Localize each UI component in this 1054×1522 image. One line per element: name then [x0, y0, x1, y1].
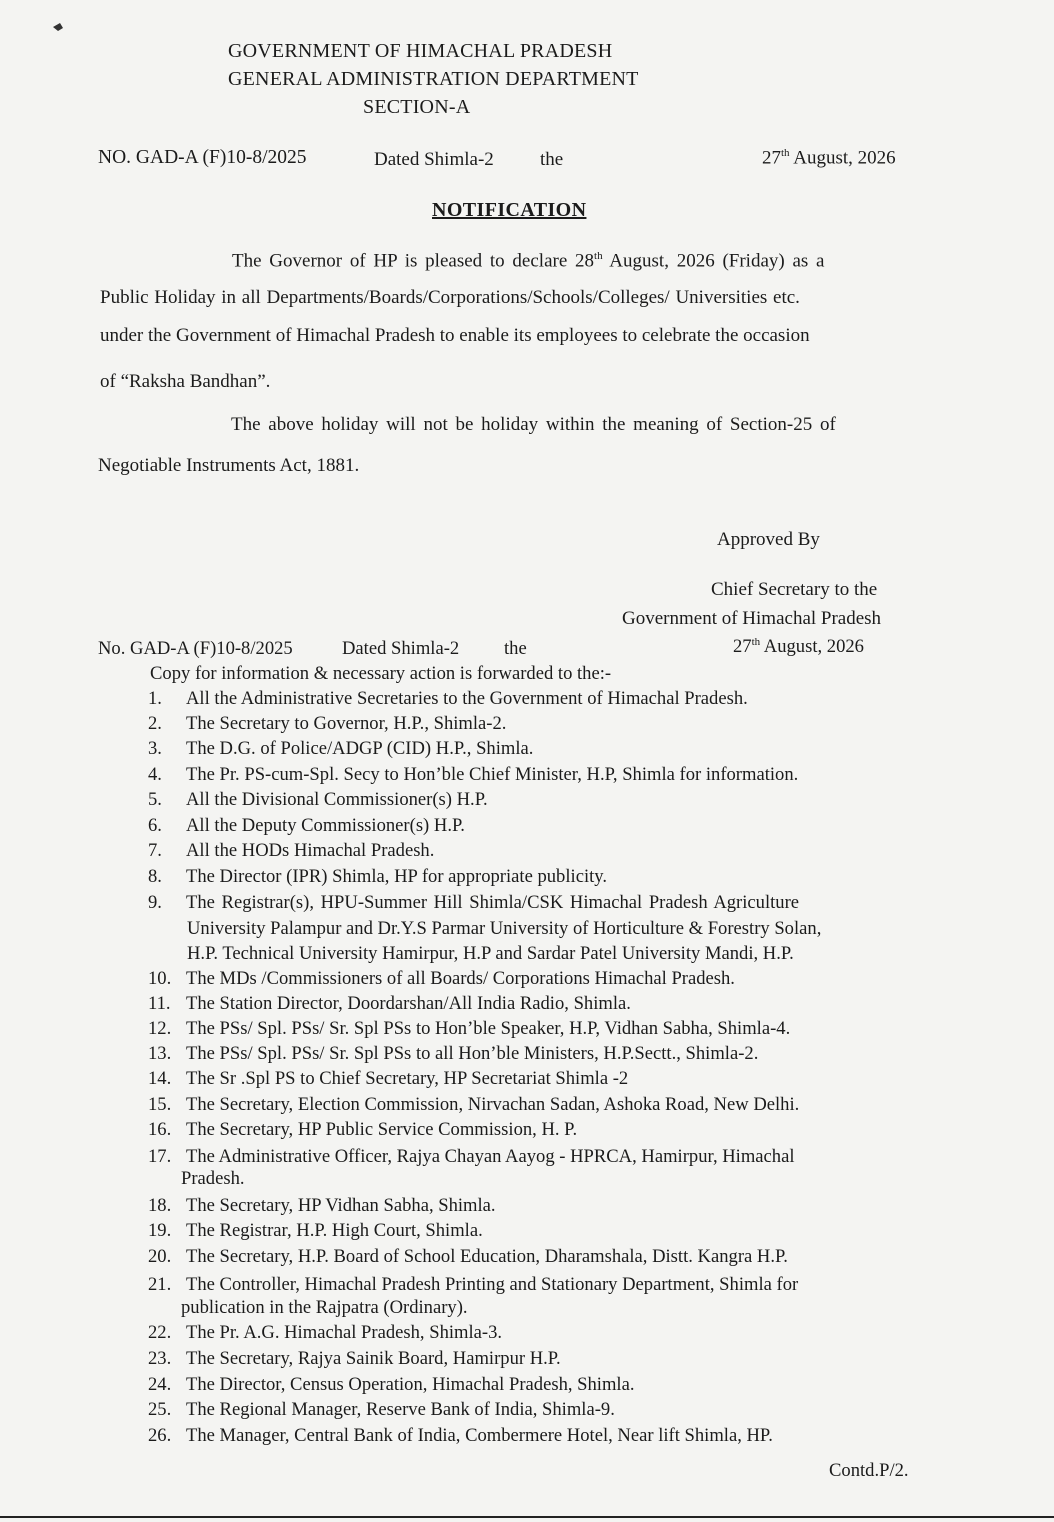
list-item: 10. The MDs /Commissioners of all Boards/ Corporations Himachal Pradesh. [148, 968, 735, 989]
para1-line3: under the Government of Himachal Pradesh to enable its employees to celebrate the occasion [100, 325, 810, 346]
reference-date: 27th August, 2026 [762, 147, 896, 169]
list-item: 6. All the Deputy Commissioner(s) H.P. [148, 815, 465, 836]
header-section: SECTION-A [363, 96, 471, 118]
list-item: 20. The Secretary, H.P. Board of School Education, Dharamshala, Distt. Kangra H.P. [148, 1246, 788, 1267]
list-item: 7. All the HODs Himachal Pradesh. [148, 840, 435, 861]
punch-mark-icon [52, 22, 64, 32]
continued-note: Contd.P/2. [829, 1460, 909, 1481]
list-item: 12. The PSs/ Spl. PSs/ Sr. Spl PSs to Hon’ble Speaker, H.P, Vidhan Sabha, Shimla-4. [148, 1018, 791, 1039]
list-item: 4. The Pr. PS-cum-Spl. Secy to Hon’ble Chief Minister, H.P, Shimla for information. [148, 764, 799, 785]
header-department: GENERAL ADMINISTRATION DEPARTMENT [228, 68, 639, 90]
approved-by: Approved By [717, 529, 820, 550]
list-item: 26. The Manager, Central Bank of India, Combermere Hotel, Near lift Shimla, HP. [148, 1425, 773, 1446]
reference-the: the [540, 149, 564, 170]
list-item: 8. The Director (IPR) Shimla, HP for appropriate publicity. [148, 866, 608, 887]
list-item: 23. The Secretary, Rajya Sainik Board, Hamirpur H.P. [148, 1348, 561, 1369]
list-item: 2. The Secretary to Governor, H.P., Shimla-2. [148, 713, 507, 734]
para2-line1: The above holiday will not be holiday within the meaning of Section-25 of [231, 414, 836, 435]
signatory-line2: Government of Himachal Pradesh [622, 608, 882, 629]
endorsement-number: No. GAD-A (F)10-8/2025 [98, 638, 293, 659]
list-item: 18. The Secretary, HP Vidhan Sabha, Shimla. [148, 1195, 496, 1216]
copy-forward-line: Copy for information & necessary action is forwarded to the:- [150, 663, 612, 684]
para1-line1: The Governor of HP is pleased to declare 28th August, 2026 (Friday) as a [232, 250, 825, 272]
page-edge-divider [0, 1516, 1054, 1518]
list-item: 24. The Director, Census Operation, Himachal Pradesh, Shimla. [148, 1374, 635, 1395]
list-item: 17. The Administrative Officer, Rajya Chayan Aayog - HPRCA, Hamirpur, Himachal [148, 1146, 795, 1167]
reference-number: NO. GAD-A (F)10-8/2025 [98, 147, 307, 168]
signatory-line1: Chief Secretary to the [711, 579, 878, 600]
notification-title: NOTIFICATION [432, 199, 587, 221]
list-item: 21. The Controller, Himachal Pradesh Printing and Stationary Department, Shimla for [148, 1274, 799, 1295]
endorsement-the: the [504, 638, 527, 659]
list-item-continuation: University Palampur and Dr.Y.S Parmar University of Horticulture & Forestry Solan, [187, 918, 822, 939]
list-item: 25. The Regional Manager, Reserve Bank of India, Shimla-9. [148, 1399, 615, 1420]
reference-dated: Dated Shimla-2 [374, 149, 494, 170]
list-item: 22. The Pr. A.G. Himachal Pradesh, Shimla-3. [148, 1322, 503, 1343]
list-item: 1. All the Administrative Secretaries to the Government of Himachal Pradesh. [148, 688, 748, 709]
list-item-continuation: Pradesh. [181, 1168, 245, 1189]
list-item: 15. The Secretary, Election Commission, Nirvachan Sadan, Ashoka Road, New Delhi. [148, 1094, 800, 1115]
header-government: GOVERNMENT OF HIMACHAL PRADESH [228, 40, 613, 62]
list-item: 19. The Registrar, H.P. High Court, Shimla. [148, 1220, 483, 1241]
list-item: 16. The Secretary, HP Public Service Commission, H. P. [148, 1119, 578, 1140]
list-item: 13. The PSs/ Spl. PSs/ Sr. Spl PSs to all Hon’ble Ministers, H.P.Sectt., Shimla-2. [148, 1043, 759, 1064]
list-item-continuation: H.P. Technical University Hamirpur, H.P and Sardar Patel University Mandi, H.P. [187, 943, 794, 964]
list-item: 9. The Registrar(s), HPU-Summer Hill Shimla/CSK Himachal Pradesh Agriculture [148, 892, 800, 913]
list-item: 3. The D.G. of Police/ADGP (CID) H.P., Shimla. [148, 738, 534, 759]
para1-line2: Public Holiday in all Departments/Boards/Corporations/Schools/Colleges/ Universities etc. [100, 287, 800, 308]
endorsement-date: 27th August, 2026 [733, 636, 864, 658]
endorsement-dated: Dated Shimla-2 [342, 638, 460, 659]
para2-line2: Negotiable Instruments Act, 1881. [98, 455, 360, 476]
list-item: 5. All the Divisional Commissioner(s) H.P. [148, 789, 488, 810]
list-item: 14. The Sr .Spl PS to Chief Secretary, HP Secretariat Shimla -2 [148, 1068, 629, 1089]
list-item: 11. The Station Director, Doordarshan/All India Radio, Shimla. [148, 993, 631, 1014]
list-item-continuation: publication in the Rajpatra (Ordinary). [181, 1297, 468, 1318]
para1-line4: of “Raksha Bandhan”. [100, 371, 271, 392]
